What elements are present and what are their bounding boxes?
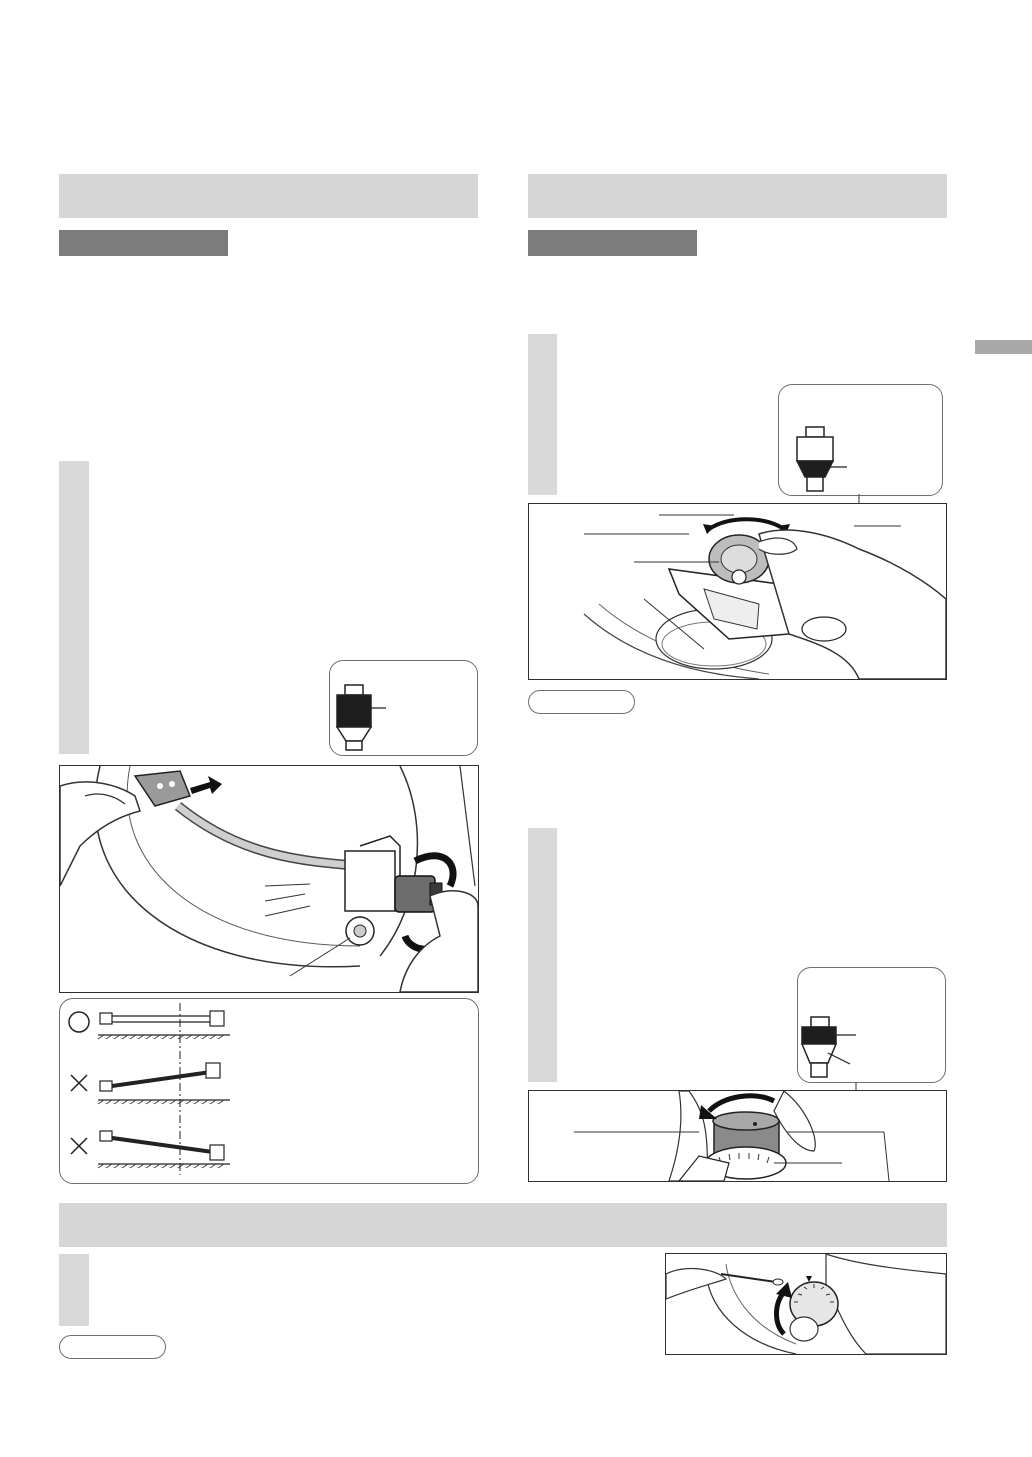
right-step1-bar [528,334,557,495]
right-step2-weight-callout [797,967,946,1083]
ng-cross-icon [71,1138,87,1154]
ok-circle-icon [69,1012,89,1032]
right-section-header [528,174,947,218]
anti-skate-illustration [665,1253,947,1355]
tonearm-illustration [59,765,479,993]
chapter-side-tab [975,340,1032,354]
right-note-pill [528,690,635,714]
left-step-bar [59,461,89,754]
right-step2-bar [528,828,557,1082]
weight-rotation-illustration [528,1090,947,1182]
left-section-subheader [59,230,228,256]
left-weight-callout [329,660,478,756]
right-section-subheader [528,230,697,256]
bottom-note-pill [59,1335,166,1359]
right-step1-weight-callout [778,384,943,496]
ng-cross-icon [71,1075,87,1091]
balance-diagram [59,998,479,1184]
bottom-section-header [59,1203,947,1247]
pressure-ring-illustration [528,503,947,680]
counterweight-icon [330,661,476,754]
bottom-step-bar [59,1254,89,1326]
left-section-header [59,174,478,218]
counterweight-icon [779,385,941,494]
counterweight-icon [798,968,944,1081]
